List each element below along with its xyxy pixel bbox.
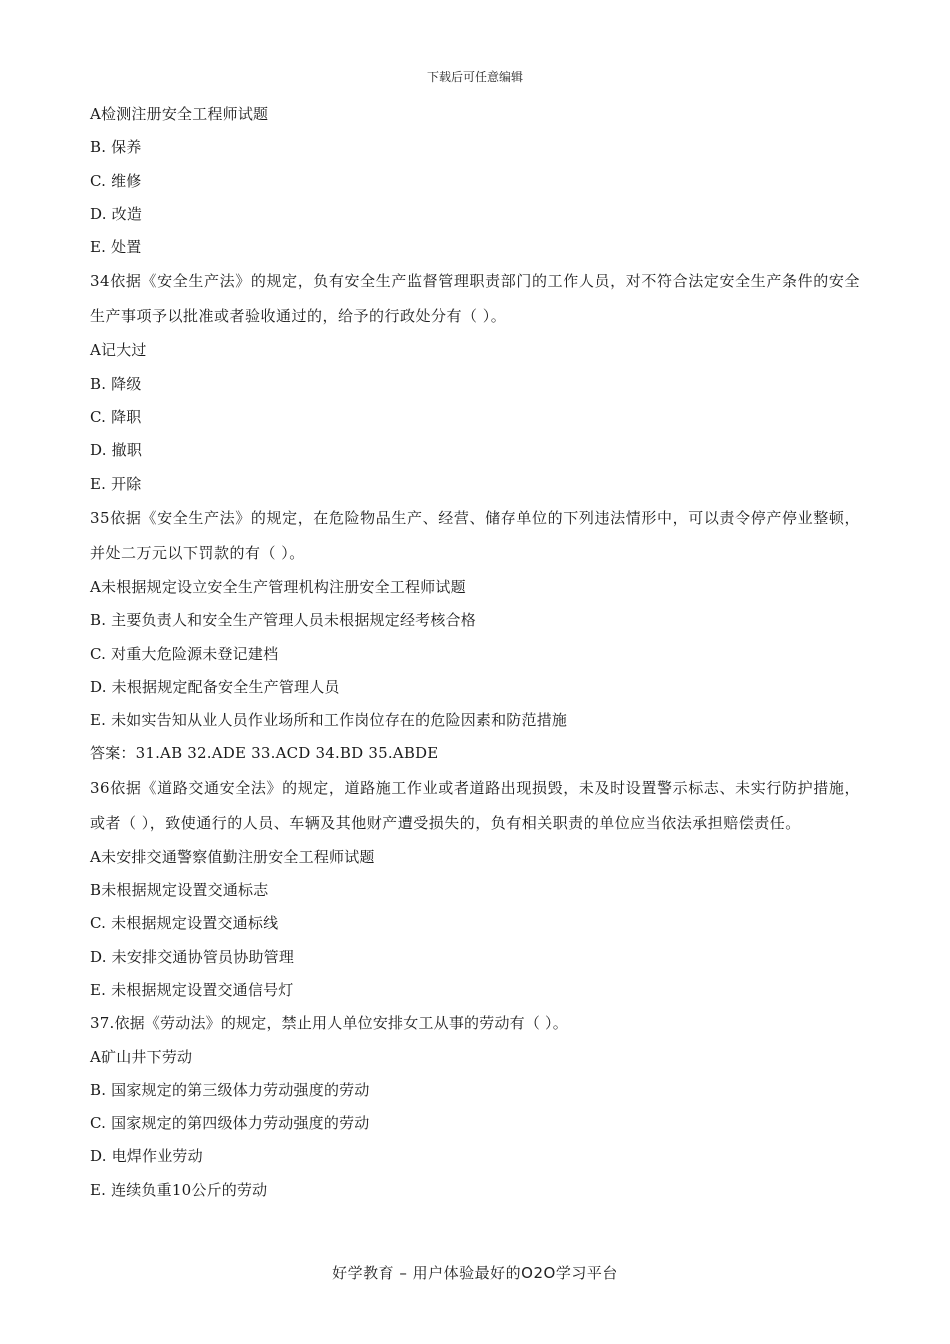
option-line: C. 降职: [90, 408, 142, 427]
option-line: E. 未如实告知从业人员作业场所和工作岗位存在的危险因素和防范措施: [90, 711, 568, 730]
option-line: C. 对重大危险源未登记建档: [90, 644, 279, 663]
question-34: 34依据《安全生产法》的规定，负有安全生产监督管理职责部门的工作人员，对不符合法定安全生产条件的安全生产事项予以批准或者验收通过的，给予的行政处分有（ ）。: [90, 272, 860, 326]
option-line: B. 国家规定的第三级体力劳动强度的劳动: [90, 1080, 370, 1099]
question-37: 37.依据《劳动法》的规定，禁止用人单位安排女工从事的劳动有（ ）。: [90, 1014, 568, 1033]
option-line: B未根据规定设置交通标志: [90, 881, 269, 900]
option-line: C. 未根据规定设置交通标线: [90, 914, 279, 933]
option-line: C. 国家规定的第四级体力劳动强度的劳动: [90, 1114, 370, 1133]
question-35: 35依据《安全生产法》的规定，在危险物品生产、经营、储存单位的下列违法情形中，可以责令停产停业整顿，并处二万元以下罚款的有（ ）。: [90, 508, 860, 562]
option-line: A未根据规定设立安全生产管理机构注册安全工程师试题: [90, 577, 466, 596]
option-line: E. 处置: [90, 238, 142, 257]
option-line: D. 未根据规定配备安全生产管理人员: [90, 677, 340, 696]
option-line: A检测注册安全工程师试题: [90, 105, 269, 123]
option-line: E. 连续负重10公斤的劳动: [90, 1180, 268, 1199]
option-line: D. 改造: [90, 204, 143, 223]
option-line: A未安排交通警察值勤注册安全工程师试题: [90, 847, 375, 866]
option-line: B. 主要负责人和安全生产管理人员未根据规定经考核合格: [90, 611, 476, 630]
option-line: E. 未根据规定设置交通信号灯: [90, 980, 294, 999]
page-header: 下载后可任意编辑: [426, 70, 523, 84]
option-line: D. 撤职: [90, 441, 143, 460]
option-line: E. 开除: [90, 474, 142, 493]
option-line: B. 保养: [90, 138, 142, 157]
option-line: D. 未安排交通协管员协助管理: [90, 947, 295, 966]
document-body: [90, 98, 860, 1207]
option-line: D. 电焊作业劳动: [90, 1147, 203, 1166]
option-line: A矿山井下劳动: [90, 1047, 193, 1066]
option-line: A记大过: [90, 341, 147, 360]
option-line: C. 维修: [90, 171, 142, 190]
page-footer: 好学教育 – 用户体验最好的O2O学习平台: [332, 1264, 618, 1282]
option-line: B. 降级: [90, 374, 142, 393]
answer-key: 答案：31.AB 32.ADE 33.ACD 34.BD 35.ABDE: [90, 744, 439, 763]
question-36: 36依据《道路交通安全法》的规定，道路施工作业或者道路出现损毁，未及时设置警示标志、未实行防护措施，或者（ ），致使通行的人员、车辆及其他财产遭受损失的，负有相关职责的单位应当依法承担赔偿责任。: [90, 778, 860, 832]
